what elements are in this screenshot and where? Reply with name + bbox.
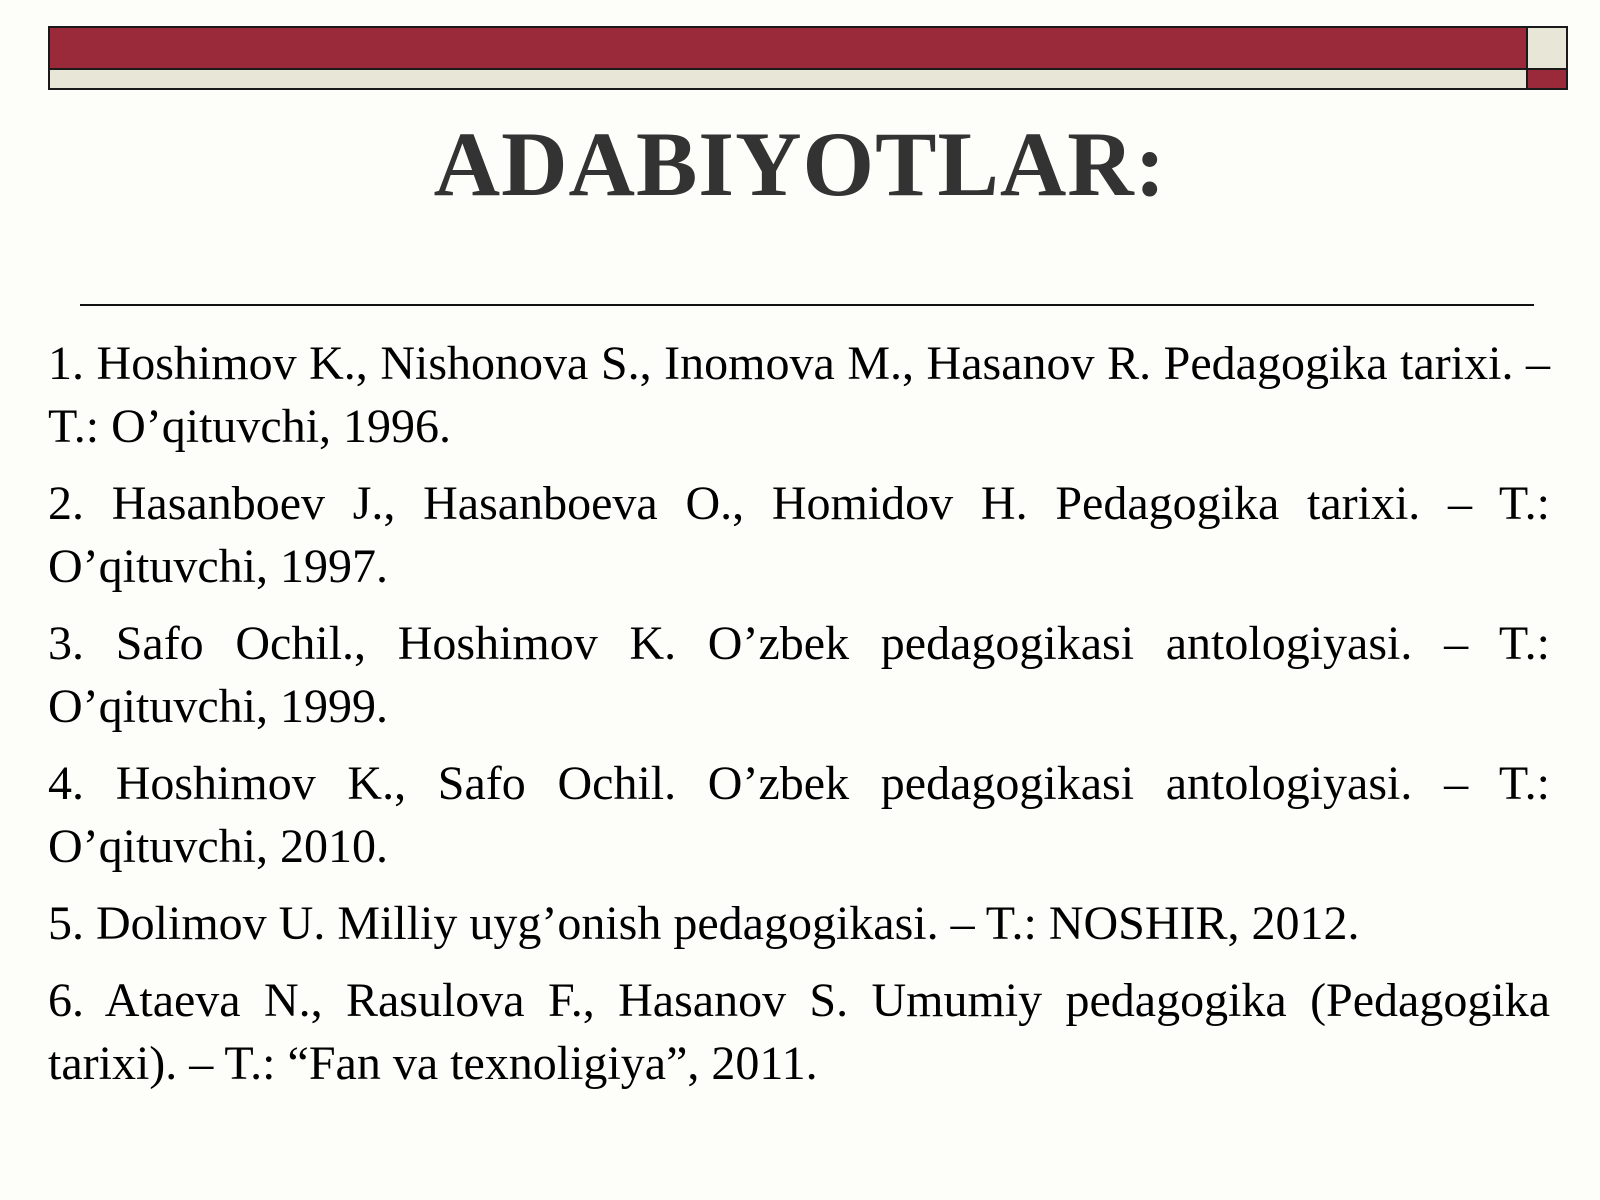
header-cream-band [50, 70, 1526, 88]
reference-item-3: 3. Safo Ochil., Hoshimov K. O’zbek pedagogikasi antologiyasi. – T.: O’qituvchi, 1999. [48, 617, 1550, 733]
header-corner-square-top [1526, 28, 1566, 70]
reference-list [48, 332, 1550, 1109]
reference-item-2: 2. Hasanboev J., Hasanboeva O., Homidov H. Pedagogika tarixi. – T.: O’qituvchi, 1997. [48, 477, 1550, 593]
title-divider [80, 304, 1534, 306]
reference-item-5: 5. Dolimov U. Milliy uyg’onish pedagogikasi. – T.: NOSHIR, 2012. [48, 897, 1360, 950]
reference-item-1: 1. Hoshimov K., Nishonova S., Inomova M., Hasanov R. Pedagogika tarixi. – T.: O’qituvchi, 1996. [48, 337, 1550, 453]
header-corner-square-bottom [1526, 70, 1566, 88]
header-red-band [50, 28, 1526, 70]
reference-item-6: 6. Ataeva N., Rasulova F., Hasanov S. Umumiy pedagogika (Pedagogika tarixi). – T.: “Fan va texnoligiya”, 2011. [48, 974, 1550, 1090]
slide-title: ADABIYOTLAR: [433, 113, 1167, 215]
slide-header-decoration [48, 26, 1568, 90]
reference-item-4: 4. Hoshimov K., Safo Ochil. O’zbek pedagogikasi antologiyasi. – T.: O’qituvchi, 2010. [48, 757, 1550, 873]
